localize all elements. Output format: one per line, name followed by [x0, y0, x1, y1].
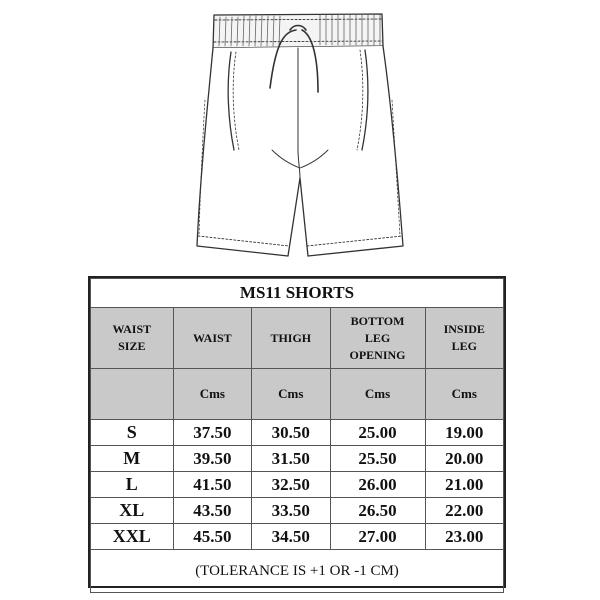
waist-cell: 45.50 — [173, 524, 251, 550]
table-row — [91, 524, 504, 550]
header-inside-leg — [425, 308, 503, 369]
header-row — [91, 308, 504, 369]
table-row — [91, 472, 504, 498]
thigh-cell: 33.50 — [252, 498, 330, 524]
unit-cell: Cms — [252, 369, 330, 420]
bottom-leg-opening-cell: 26.00 — [330, 472, 425, 498]
header-blo-line1: BOTTOM — [350, 313, 405, 328]
tolerance-note: (TOLERANCE IS +1 OR -1 CM) — [91, 550, 504, 593]
waist-cell: 43.50 — [173, 498, 251, 524]
inside-leg-cell: 20.00 — [425, 446, 503, 472]
bottom-leg-opening-cell: 25.50 — [330, 446, 425, 472]
size-table — [90, 278, 504, 593]
size-cell: XL — [91, 498, 174, 524]
size-cell: S — [91, 420, 174, 446]
waist-cell: 41.50 — [173, 472, 251, 498]
thigh-cell: 32.50 — [252, 472, 330, 498]
title-row — [91, 279, 504, 308]
bottom-leg-opening-cell: 27.00 — [330, 524, 425, 550]
unit-cell: Cms — [173, 369, 251, 420]
size-chart — [88, 276, 506, 588]
header-inside-leg-line1: INSIDE — [443, 322, 485, 336]
inside-leg-cell: 19.00 — [425, 420, 503, 446]
thigh-cell: 31.50 — [252, 446, 330, 472]
tolerance-row — [91, 550, 504, 593]
bottom-leg-opening-cell: 26.50 — [330, 498, 425, 524]
bottom-leg-opening-cell: 25.00 — [330, 420, 425, 446]
header-bottom-leg-opening — [330, 308, 425, 369]
thigh-cell: 30.50 — [252, 420, 330, 446]
header-waist-size-line2: SIZE — [118, 339, 146, 353]
unit-cell-empty — [91, 369, 174, 420]
size-cell: M — [91, 446, 174, 472]
header-waist-size — [91, 308, 174, 369]
inside-leg-cell: 21.00 — [425, 472, 503, 498]
header-blo-line3: OPENING — [349, 347, 406, 362]
unit-cell: Cms — [425, 369, 503, 420]
waist-cell: 37.50 — [173, 420, 251, 446]
inside-leg-cell: 22.00 — [425, 498, 503, 524]
header-thigh: THIGH — [252, 308, 330, 369]
header-inside-leg-line2: LEG — [451, 339, 477, 353]
thigh-cell: 34.50 — [252, 524, 330, 550]
header-blo-line2: LEG — [364, 330, 391, 345]
waistband — [213, 14, 383, 48]
table-row — [91, 446, 504, 472]
header-waist-size-line1: WAIST — [112, 322, 152, 336]
size-cell: XXL — [91, 524, 174, 550]
table-row — [91, 420, 504, 446]
size-cell: L — [91, 472, 174, 498]
waist-cell: 39.50 — [173, 446, 251, 472]
header-waist: WAIST — [173, 308, 251, 369]
shorts-illustration — [0, 0, 600, 272]
unit-row — [91, 369, 504, 420]
table-row — [91, 498, 504, 524]
chart-title: MS11 SHORTS — [91, 279, 504, 308]
inside-leg-cell: 23.00 — [425, 524, 503, 550]
unit-cell: Cms — [330, 369, 425, 420]
